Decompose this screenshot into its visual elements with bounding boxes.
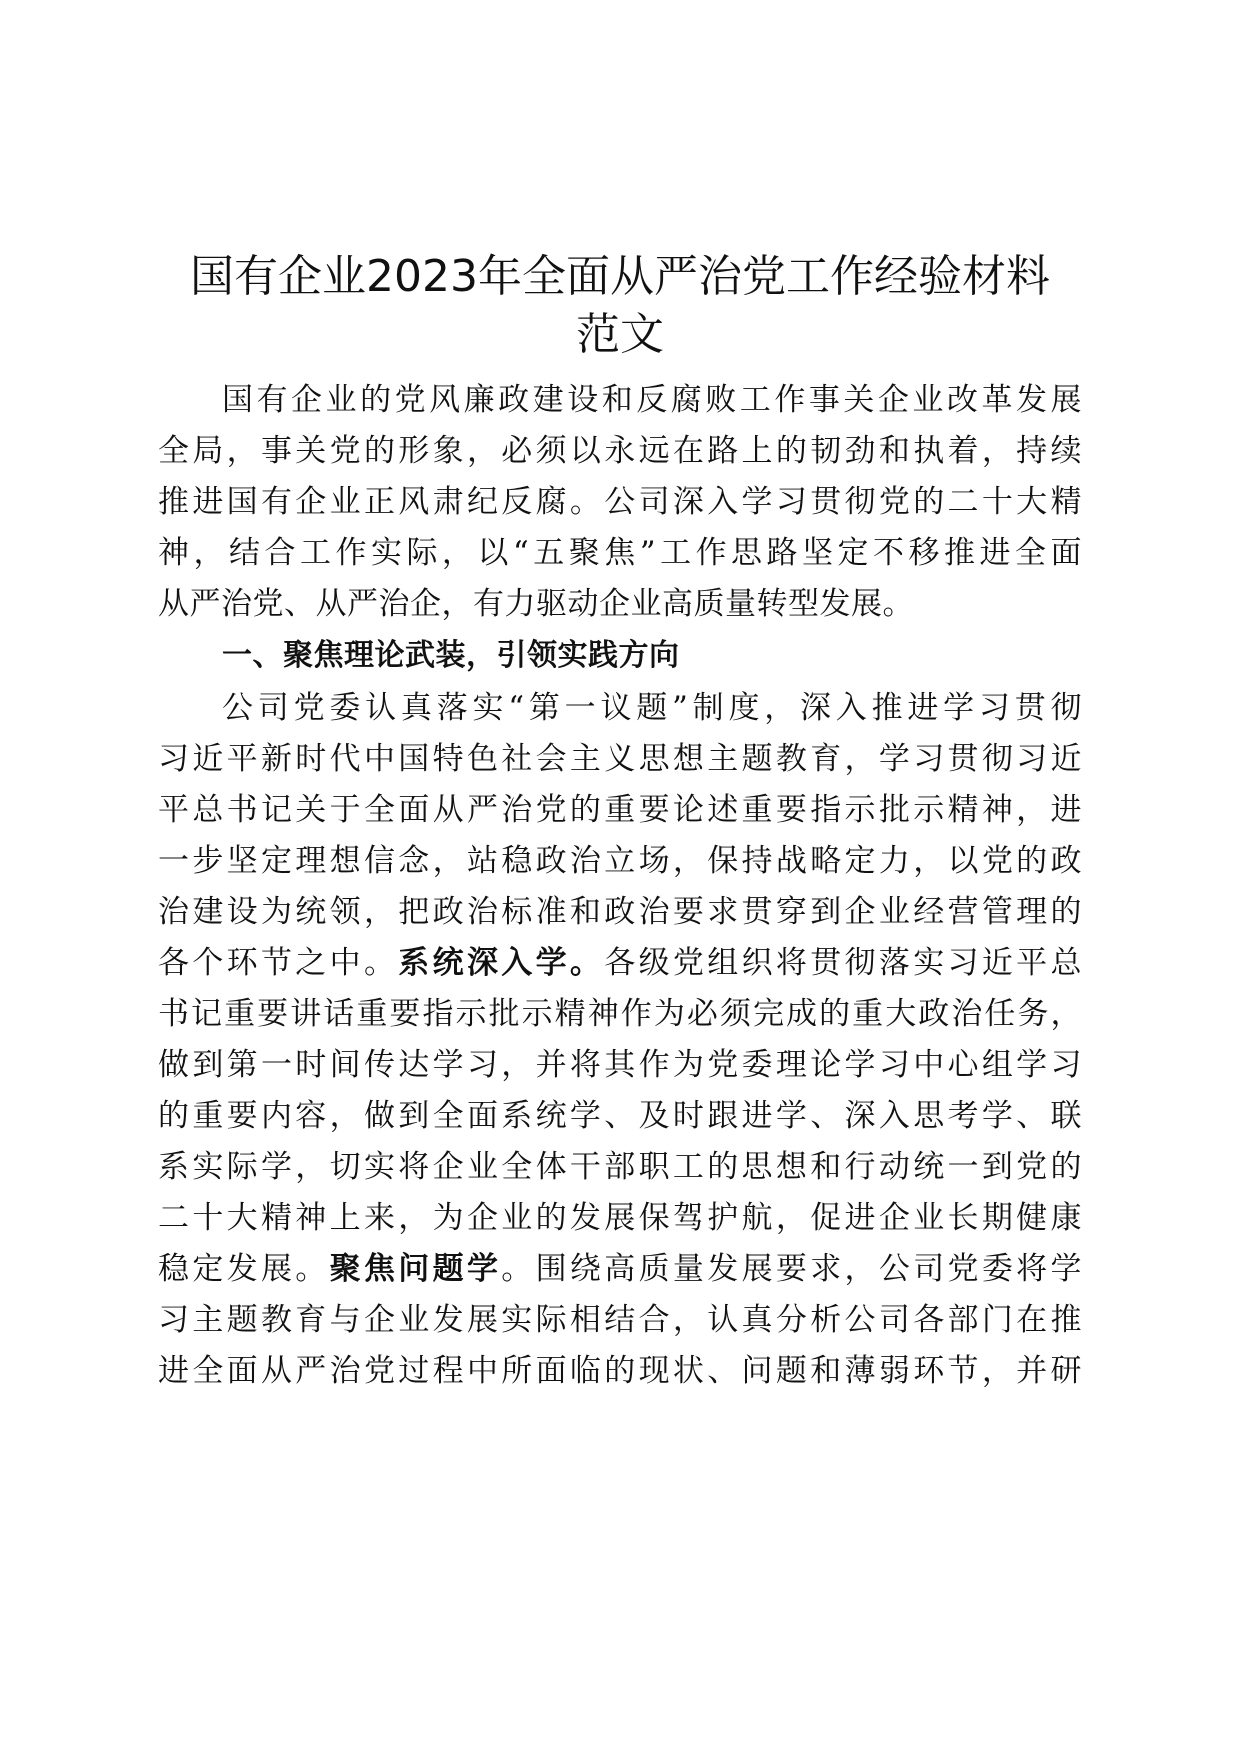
body-line [158,1249,1082,1289]
body-line: 习主题教育与企业发展实际相结合，认真分析公司各部门在推 [158,1302,1082,1338]
body-text: 各个环节之中。 [158,945,399,981]
body-text: 稳定发展。 [158,1251,330,1287]
keyword-bold: 系统深入学。 [398,945,605,981]
body-text: 各级党组织将贯彻落实习近平总 [604,945,1083,981]
body-line: 一步坚定理想信念，站稳政治立场，保持战略定力，以党的政 [158,843,1082,879]
body-line: 二十大精神上来，为企业的发展保驾护航，促进企业长期健康 [158,1200,1082,1236]
body-line: 书记重要讲话重要指示批示精神作为必须完成的重大政治任务， [158,996,1082,1032]
body-line: 系实际学，切实将企业全体干部职工的思想和行动统一到党的 [158,1149,1082,1185]
intro-line: 推进国有企业正风肃纪反腐。公司深入学习贯彻党的二十大精 [158,484,1082,520]
body-line: 进全面从严治党过程中所面临的现状、问题和薄弱环节，并研 [158,1353,1082,1389]
document-title-line-1: 国有企业2023年全面从严治党工作经验材料 [190,251,1050,302]
body-line: 平总书记关于全面从严治党的重要论述重要指示批示精神，进 [158,792,1082,828]
keyword-bold: 聚焦问题学 [329,1251,502,1287]
body-line: 做到第一时间传达学习，并将其作为党委理论学习中心组学习 [158,1047,1082,1083]
section-heading: 一、聚焦理论武装，引领实践方向 [222,638,680,673]
intro-line: 神，结合工作实际，以“五聚焦”工作思路坚定不移推进全面 [158,535,1082,571]
body-line: 的重要内容，做到全面系统学、及时跟进学、深入思考学、联 [158,1098,1082,1134]
body-line: 治建设为统领，把政治标准和政治要求贯穿到企业经营管理的 [158,894,1082,930]
body-line [158,943,1082,983]
body-line: 公司党委认真落实“第一议题”制度，深入推进学习贯彻 [222,690,1082,726]
body-line: 习近平新时代中国特色社会主义思想主题教育，学习贯彻习近 [158,741,1082,777]
intro-line: 国有企业的党风廉政建设和反腐败工作事关企业改革发展 [222,382,1082,418]
intro-line: 从严治党、从严治企，有力驱动企业高质量转型发展。 [158,586,914,622]
document-title-line-2: 范文 [576,309,664,360]
body-text: 。围绕高质量发展要求，公司党委将学 [501,1251,1083,1287]
intro-line: 全局，事关党的形象，必须以永远在路上的韧劲和执着，持续 [158,433,1082,469]
